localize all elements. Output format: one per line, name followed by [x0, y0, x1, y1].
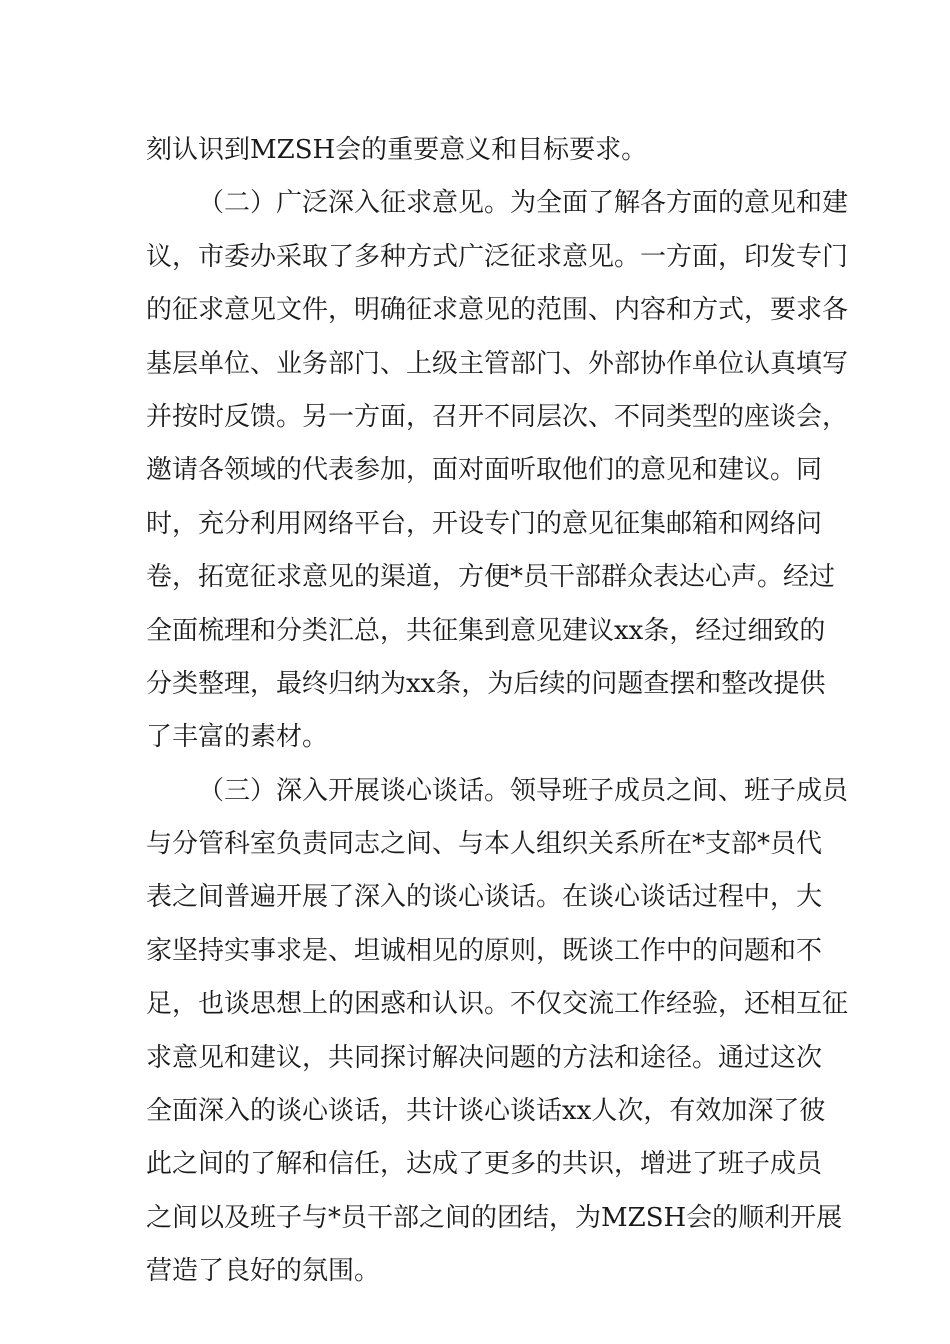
document-body — [146, 124, 849, 1299]
text-line: （二）广泛深入征求意见。为全面了解各方面的意见和建 — [198, 188, 849, 219]
text-line: 的征求意见文件，明确征求意见的范围、内容和方式，要求各 — [146, 295, 849, 326]
text-line: 与分管科室负责同志之间、与本人组织关系所在*支部*员代 — [146, 829, 823, 860]
paragraph-solicit-opinions — [146, 177, 849, 764]
text-line: 分类整理，最终归纳为xx条，为后续的问题查摆和整改提供 — [146, 668, 826, 699]
text-line: 足，也谈思想上的困惑和认识。不仅交流工作经验，还相互征 — [146, 989, 849, 1020]
text-line: 全面梳理和分类汇总，共征集到意见建议xx条，经过细致的 — [146, 615, 826, 646]
paragraph-heart-to-heart-talks — [146, 765, 849, 1299]
text-line: 表之间普遍开展了深入的谈心谈话。在谈心谈话过程中，大 — [146, 882, 823, 913]
text-line: 时，充分利用网络平台，开设专门的意见征集邮箱和网络问 — [146, 508, 823, 539]
text-line: 全面深入的谈心谈话，共计谈心谈话xx人次，有效加深了彼 — [146, 1096, 826, 1127]
text-line: 营造了良好的氛围。 — [146, 1256, 381, 1287]
text-line: 议，市委办采取了多种方式广泛征求意见。一方面，印发专门 — [146, 241, 849, 272]
text-line: 家坚持实事求是、坦诚相见的原则，既谈工作中的问题和不 — [146, 935, 823, 966]
text-line: 了丰富的素材。 — [146, 722, 329, 753]
text-line: 刻认识到MZSH会的重要意义和目标要求。 — [146, 135, 648, 165]
text-line: （三）深入开展谈心谈话。领导班子成员之间、班子成员 — [198, 775, 849, 806]
text-line: 此之间的了解和信任，达成了更多的共识，增进了班子成员 — [146, 1149, 823, 1180]
text-line: 邀请各领域的代表参加，面对面听取他们的意见和建议。同 — [146, 455, 823, 486]
text-line: 卷，拓宽征求意见的渠道，方便*员干部群众表达心声。经过 — [146, 562, 836, 593]
text-line: 求意见和建议，共同探讨解决问题的方法和途径。通过这次 — [146, 1042, 823, 1073]
paragraph-continuation — [146, 124, 806, 177]
text-line: 基层单位、业务部门、上级主管部门、外部协作单位认真填写 — [146, 348, 849, 379]
text-line: 并按时反馈。另一方面，召开不同层次、不同类型的座谈会， — [146, 401, 849, 432]
text-line: 之间以及班子与*员干部之间的团结，为MZSH会的顺利开展 — [146, 1202, 843, 1233]
